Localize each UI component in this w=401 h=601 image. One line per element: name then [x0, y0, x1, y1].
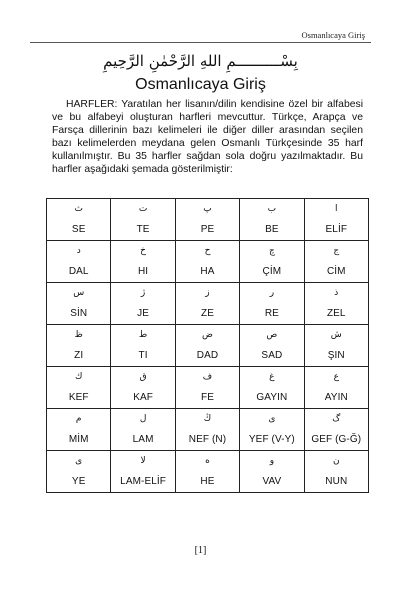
arabic-letter: ا — [335, 204, 338, 214]
letter-name: DAL — [68, 266, 89, 277]
arabic-letter: ژ — [140, 288, 146, 298]
intro-paragraph: HARFLER: Yaratılan her lisanın/dilin kendisine özel bir alfabesi ve bu alfabeyi oluşturan harfleri mevcuttur. Türkçe, Arapça ve Farsça dillerinin bazı kelimeleri ile diğer diller arasından seçilen bazı kelimelerden meydana gelen Osmanlı Türkçesinde 35 harf kullanılmıştır. Bu 35 harfler sağdan sola doğru yazılmaktadır. Bu harfler aşağıdaki şemada gösterilmiştir: — [52, 99, 363, 175]
arabic-letter: ع — [333, 372, 339, 382]
letter-name: JE — [137, 308, 150, 319]
letter-name: PE — [200, 224, 215, 235]
arabic-letter: پ — [203, 204, 212, 214]
letter-name: TE — [136, 224, 150, 235]
arabic-letter: ك — [74, 372, 83, 382]
arabic-letter: گ — [332, 414, 341, 424]
table-row — [47, 409, 369, 451]
letter-name: FE — [200, 392, 214, 403]
arabic-letter: ذ — [334, 288, 339, 298]
letter-cell — [240, 283, 304, 325]
letter-name: ÇİM — [262, 266, 282, 277]
arabic-letter: ى — [75, 456, 83, 466]
arabic-letter: ڭ — [203, 414, 212, 424]
letter-cell — [111, 451, 175, 493]
letter-name: DAD — [196, 350, 219, 361]
letter-cell — [304, 409, 368, 451]
letter-cell — [304, 283, 368, 325]
letter-name: GEF (G-Ğ) — [311, 434, 362, 445]
arabic-letter: ه — [205, 456, 210, 466]
table-row — [47, 451, 369, 493]
letter-cell — [47, 451, 111, 493]
letter-cell — [240, 409, 304, 451]
letter-name: MİM — [68, 434, 89, 445]
letter-cell — [240, 325, 304, 367]
arabic-letter: لا — [140, 456, 146, 466]
arabic-letter: ز — [205, 288, 210, 298]
letter-name: LAM-ELİF — [120, 476, 166, 487]
arabic-letter: ض — [202, 330, 213, 340]
letter-name: HA — [200, 266, 215, 277]
letter-cell — [175, 451, 239, 493]
letter-cell — [240, 241, 304, 283]
letter-cell — [111, 241, 175, 283]
letter-name: RE — [264, 308, 279, 319]
letter-name: ELİF — [325, 224, 348, 235]
table-row — [47, 367, 369, 409]
letter-cell — [111, 367, 175, 409]
arabic-letter: س — [73, 288, 85, 298]
page-number: [1] — [194, 545, 207, 556]
letter-name: YE — [71, 476, 86, 487]
arabic-letter: د — [76, 246, 81, 256]
letter-name: NUN — [325, 476, 348, 487]
letter-name: BE — [265, 224, 279, 235]
letter-name: HI — [137, 266, 149, 277]
letter-cell — [175, 199, 239, 241]
letter-name: CİM — [326, 266, 346, 277]
table-row — [47, 241, 369, 283]
arabic-letter: م — [75, 414, 82, 424]
letter-name: KAF — [133, 392, 153, 403]
arabic-letter: ی — [268, 414, 276, 424]
arabic-letter: ر — [269, 288, 275, 298]
letter-name: YEF (V-Y) — [248, 434, 295, 445]
letter-cell — [47, 367, 111, 409]
arabic-letter: ت — [138, 204, 148, 214]
letter-name: ŞIN — [327, 350, 345, 361]
arabic-letter: ل — [139, 414, 147, 424]
letter-cell — [47, 409, 111, 451]
running-head: Osmanlıcaya Giriş — [301, 30, 365, 40]
letter-name: SE — [71, 224, 86, 235]
letter-cell — [47, 325, 111, 367]
arabic-letter: چ — [268, 246, 275, 256]
arabic-letter: ن — [332, 456, 340, 466]
letter-cell — [240, 367, 304, 409]
table-row — [47, 325, 369, 367]
page-title: Osmanlıcaya Giriş — [135, 76, 266, 93]
letter-cell — [304, 325, 368, 367]
letter-name: LAM — [132, 434, 154, 445]
letter-name: SAD — [261, 350, 283, 361]
letter-cell — [240, 199, 304, 241]
letter-name: GAYIN — [256, 392, 288, 403]
arabic-letter: خ — [140, 246, 146, 256]
letter-cell — [111, 409, 175, 451]
letter-name: KEF — [68, 392, 89, 403]
letter-cell — [175, 325, 239, 367]
letter-cell — [304, 241, 368, 283]
letter-cell — [175, 283, 239, 325]
arabic-letter: ش — [330, 330, 342, 340]
arabic-letter: و — [269, 456, 275, 466]
letter-cell — [240, 451, 304, 493]
letter-cell — [111, 199, 175, 241]
letter-cell — [175, 409, 239, 451]
letter-name: AYIN — [324, 392, 348, 403]
letter-name: TI — [138, 350, 148, 361]
arabic-letter: ص — [266, 330, 278, 340]
table-row — [47, 199, 369, 241]
letter-cell — [304, 367, 368, 409]
letter-name: NEF (N) — [188, 434, 227, 445]
letter-name: ZE — [200, 308, 214, 319]
arabic-letter: ج — [333, 246, 340, 256]
alphabet-table — [46, 198, 369, 493]
table-row — [47, 283, 369, 325]
arabic-letter: ط — [138, 330, 148, 340]
letter-cell — [47, 199, 111, 241]
letter-cell — [304, 451, 368, 493]
letter-cell — [47, 241, 111, 283]
letter-name: SİN — [70, 308, 88, 319]
arabic-letter: ظ — [74, 330, 83, 340]
letter-cell — [175, 367, 239, 409]
letter-cell — [111, 283, 175, 325]
arabic-letter: ب — [267, 204, 277, 214]
arabic-letter: ح — [204, 246, 211, 256]
letter-cell — [175, 241, 239, 283]
header-rule — [30, 42, 371, 43]
arabic-letter: غ — [269, 372, 275, 382]
arabic-letter: ث — [74, 204, 83, 214]
arabic-letter: ق — [139, 372, 147, 382]
letter-name: ZEL — [326, 308, 346, 319]
basmala: بِسْــــــــــمِ اللهِ الرَّحْمٰنِ الرَّحِيمِ — [103, 52, 298, 70]
letter-cell — [47, 283, 111, 325]
arabic-letter: ف — [202, 372, 213, 382]
letter-name: ZI — [74, 350, 84, 361]
letter-name: HE — [200, 476, 215, 487]
letter-cell — [111, 325, 175, 367]
letter-name: VAV — [262, 476, 282, 487]
letter-cell — [304, 199, 368, 241]
